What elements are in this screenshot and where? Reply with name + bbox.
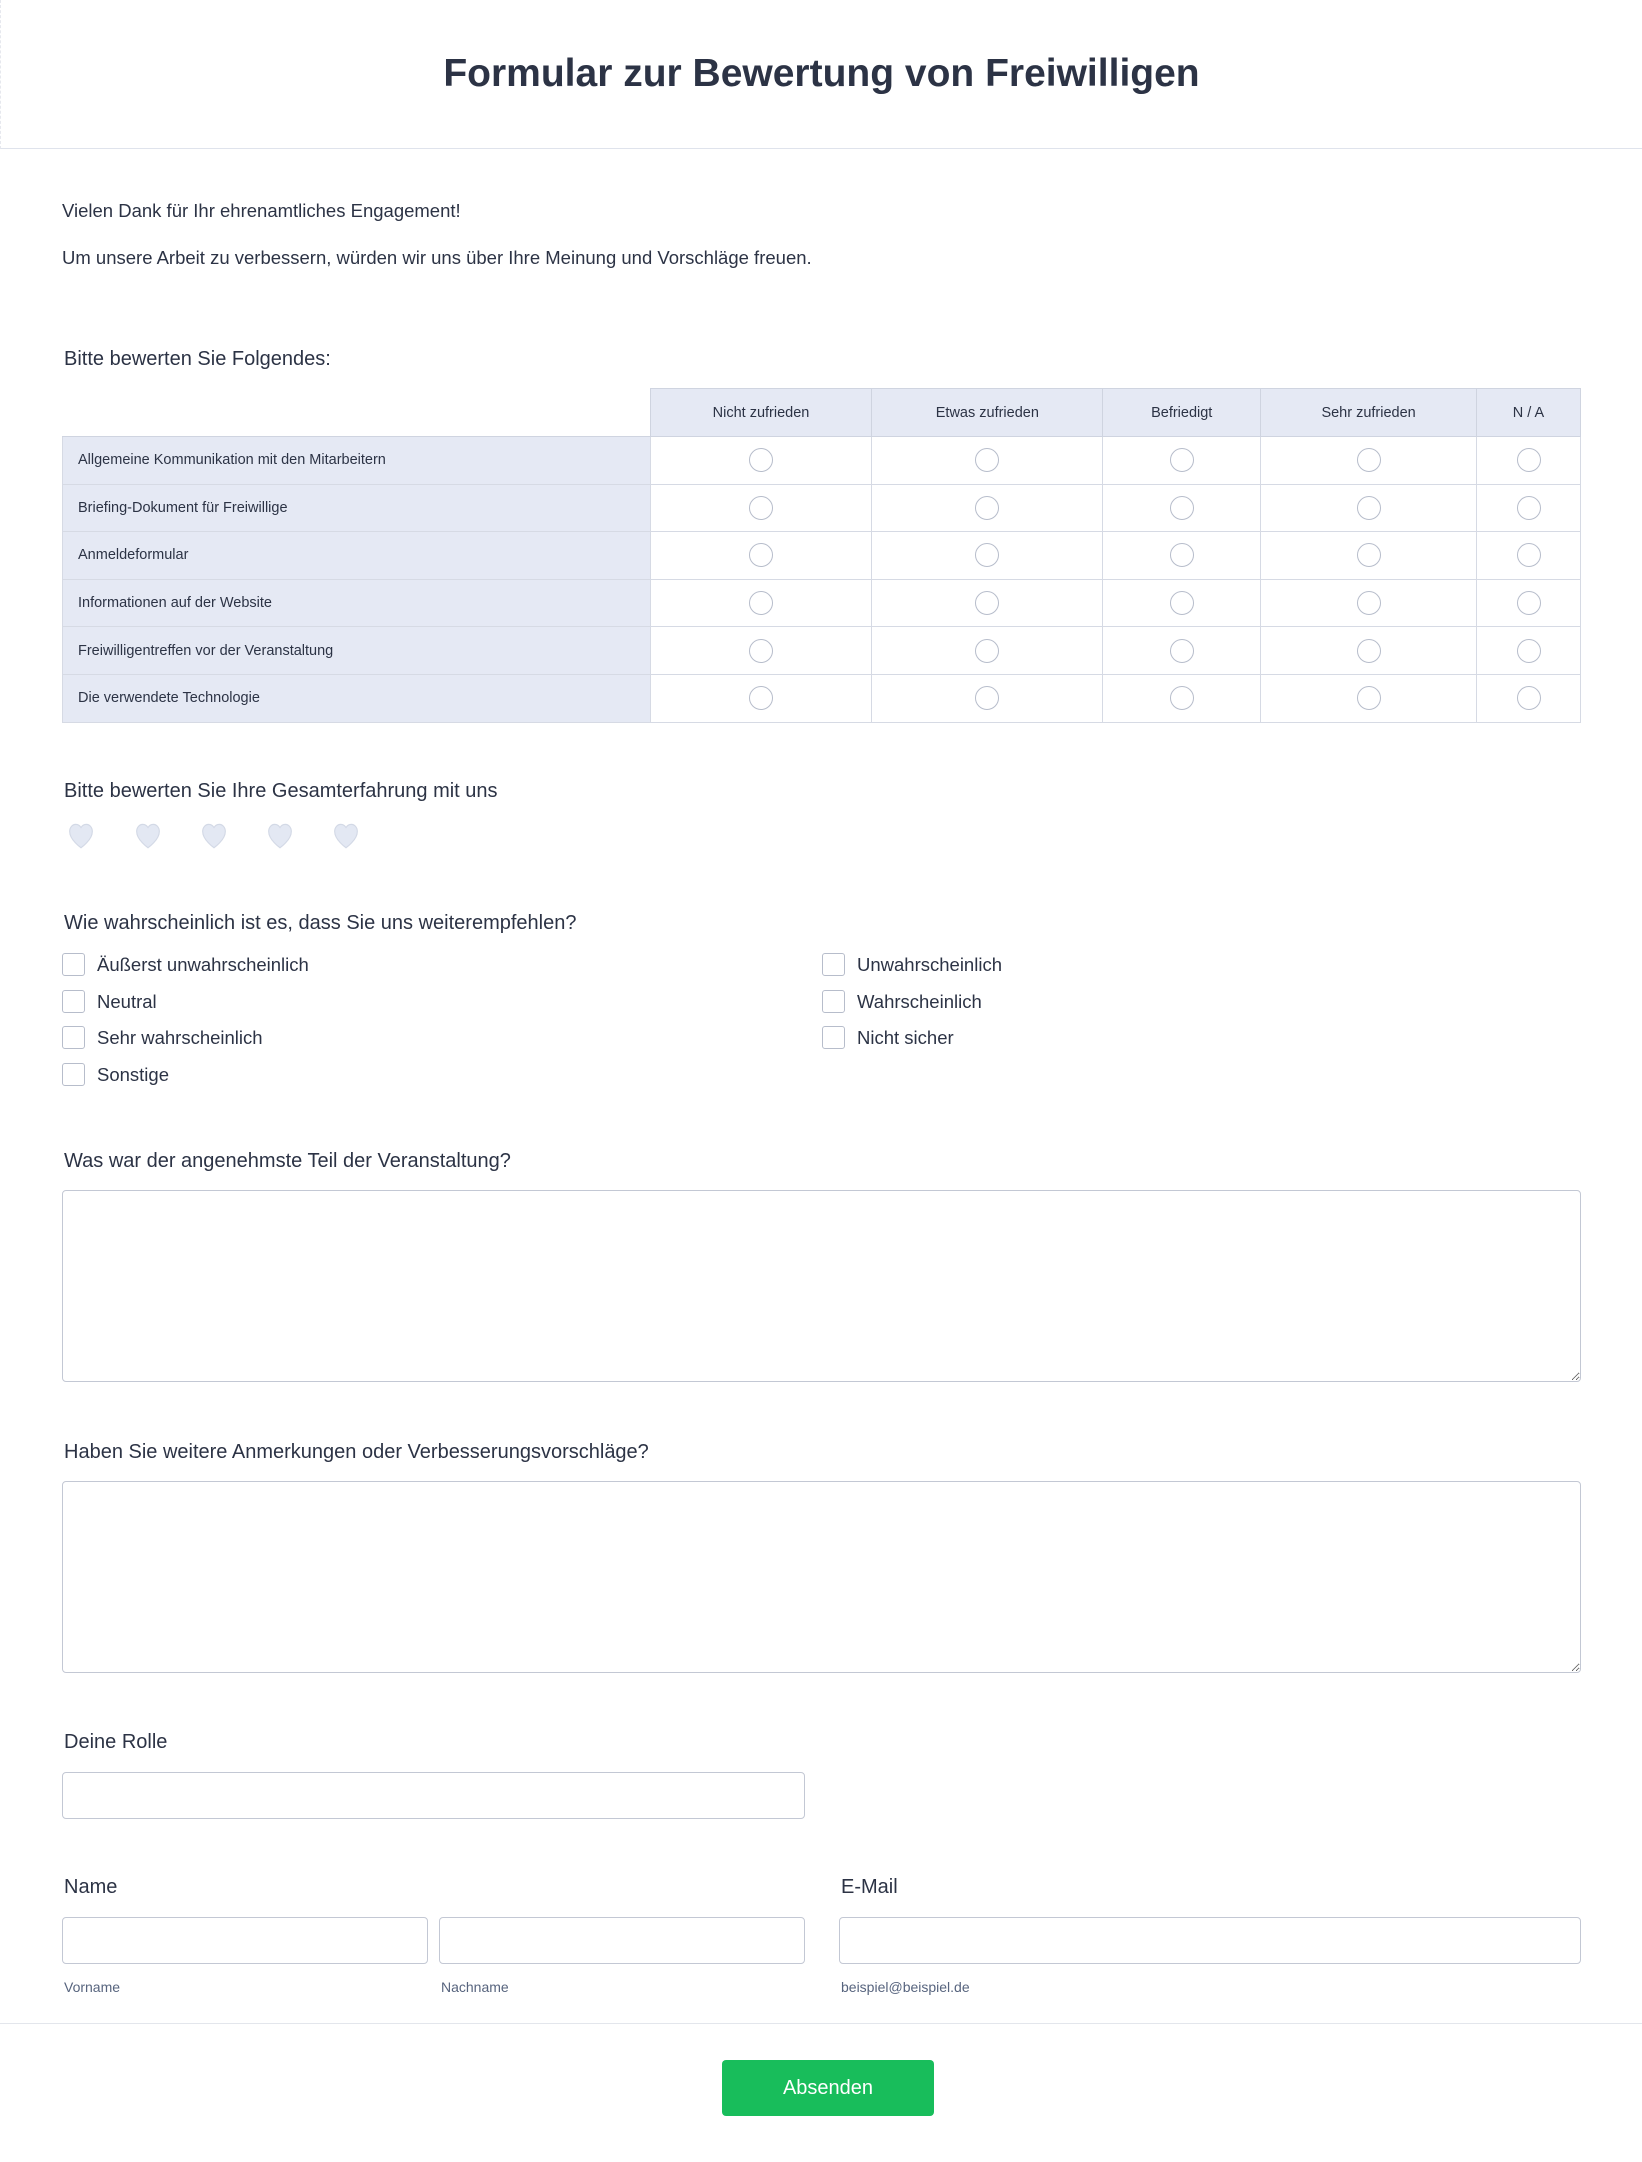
matrix-cell	[1477, 674, 1581, 722]
matrix-row	[63, 437, 1581, 485]
checkbox-label: Nicht sicher	[857, 1026, 954, 1048]
radio-button[interactable]	[975, 496, 999, 520]
matrix-row	[63, 532, 1581, 580]
radio-button[interactable]	[975, 448, 999, 472]
checkbox-label: Wahrscheinlich	[857, 990, 982, 1012]
radio-button[interactable]	[1170, 639, 1194, 663]
heart-icon[interactable]	[64, 818, 98, 852]
radio-button[interactable]	[1170, 448, 1194, 472]
matrix-cell	[1103, 484, 1261, 532]
first-name-input[interactable]	[62, 1917, 428, 1964]
matrix-row	[63, 484, 1581, 532]
matrix-cell	[1261, 437, 1477, 485]
radio-button[interactable]	[1357, 591, 1381, 615]
matrix-cell	[650, 532, 872, 580]
best-part-textarea[interactable]	[62, 1190, 1581, 1382]
matrix-cell	[1261, 579, 1477, 627]
checkbox[interactable]	[62, 990, 85, 1013]
checkbox[interactable]	[62, 1026, 85, 1049]
email-sublabel: beispiel@beispiel.de	[841, 1979, 970, 1995]
matrix-row	[63, 674, 1581, 722]
radio-button[interactable]	[1517, 686, 1541, 710]
matrix-cell	[650, 484, 872, 532]
matrix-cell	[1103, 674, 1261, 722]
matrix-row-label: Briefing-Dokument für Freiwillige	[63, 484, 651, 532]
comments-label: Haben Sie weitere Anmerkungen oder Verbesserungsvorschläge?	[64, 1441, 649, 1463]
matrix-row-label: Informationen auf der Website	[63, 579, 651, 627]
matrix-cell	[1103, 627, 1261, 675]
matrix-cell	[1261, 627, 1477, 675]
matrix-cell	[872, 484, 1103, 532]
comments-textarea[interactable]	[62, 1481, 1581, 1673]
heart-icon[interactable]	[329, 818, 363, 852]
matrix-cell	[1261, 532, 1477, 580]
radio-button[interactable]	[1517, 496, 1541, 520]
intro-thanks: Vielen Dank für Ihr ehrenamtliches Engagement!	[62, 200, 461, 221]
checkbox[interactable]	[822, 1026, 845, 1049]
radio-button[interactable]	[1170, 496, 1194, 520]
matrix-cell	[1477, 627, 1581, 675]
matrix-row-label: Die verwendete Technologie	[63, 674, 651, 722]
matrix-cell	[1103, 532, 1261, 580]
matrix-cell	[1477, 484, 1581, 532]
radio-button[interactable]	[975, 639, 999, 663]
rating-matrix	[62, 388, 1581, 723]
radio-button[interactable]	[749, 686, 773, 710]
checkbox-label: Äußerst unwahrscheinlich	[97, 953, 309, 975]
matrix-cell	[650, 579, 872, 627]
matrix-cell	[872, 579, 1103, 627]
checkbox-option[interactable]	[822, 1026, 954, 1049]
checkbox-label: Neutral	[97, 990, 157, 1012]
heart-icon[interactable]	[263, 818, 297, 852]
radio-button[interactable]	[749, 448, 773, 472]
recommend-label: Wie wahrscheinlich ist es, dass Sie uns weiterempfehlen?	[64, 912, 577, 934]
radio-button[interactable]	[1357, 639, 1381, 663]
checkbox-option[interactable]	[822, 953, 1002, 976]
last-name-sublabel: Nachname	[441, 1979, 509, 1995]
radio-button[interactable]	[749, 591, 773, 615]
email-input[interactable]	[839, 1917, 1581, 1964]
matrix-cell	[650, 437, 872, 485]
radio-button[interactable]	[1357, 448, 1381, 472]
matrix-cell	[872, 437, 1103, 485]
radio-button[interactable]	[1517, 639, 1541, 663]
matrix-column-header: Befriedigt	[1103, 389, 1261, 437]
radio-button[interactable]	[1170, 543, 1194, 567]
radio-button[interactable]	[749, 639, 773, 663]
intro-text: Um unsere Arbeit zu verbessern, würden wir uns über Ihre Meinung und Vorschläge freuen.	[62, 247, 812, 268]
checkbox-label: Unwahrscheinlich	[857, 953, 1002, 975]
matrix-column-header: N / A	[1477, 389, 1581, 437]
checkbox-option[interactable]	[62, 1026, 263, 1049]
submit-button[interactable]: Absenden	[722, 2060, 934, 2116]
rating-label: Bitte bewerten Sie Ihre Gesamterfahrung mit uns	[64, 780, 498, 802]
matrix-column-header: Etwas zufrieden	[872, 389, 1103, 437]
role-input[interactable]	[62, 1772, 805, 1819]
matrix-row-label: Anmeldeformular	[63, 532, 651, 580]
role-label: Deine Rolle	[64, 1731, 168, 1753]
radio-button[interactable]	[975, 686, 999, 710]
matrix-row	[63, 627, 1581, 675]
radio-button[interactable]	[1170, 591, 1194, 615]
matrix-column-header: Nicht zufrieden	[650, 389, 872, 437]
heart-icon[interactable]	[197, 818, 231, 852]
matrix-cell	[872, 532, 1103, 580]
checkbox[interactable]	[822, 990, 845, 1013]
matrix-cell	[650, 674, 872, 722]
first-name-sublabel: Vorname	[64, 1979, 121, 1995]
matrix-row-label: Freiwilligentreffen vor der Veranstaltung	[63, 627, 651, 675]
matrix-row-label: Allgemeine Kommunikation mit den Mitarbeitern	[63, 437, 651, 485]
matrix-cell	[872, 627, 1103, 675]
checkbox[interactable]	[62, 1063, 85, 1086]
checkbox-option[interactable]	[62, 990, 157, 1013]
matrix-cell	[1477, 532, 1581, 580]
radio-button[interactable]	[749, 496, 773, 520]
matrix-corner	[63, 389, 651, 437]
checkbox-option[interactable]	[822, 990, 982, 1013]
last-name-input[interactable]	[439, 1917, 805, 1964]
matrix-cell	[872, 674, 1103, 722]
matrix-row	[63, 579, 1581, 627]
heart-icon[interactable]	[131, 818, 165, 852]
page-title: Formular zur Bewertung von Freiwilligen	[443, 52, 1200, 95]
checkbox[interactable]	[822, 953, 845, 976]
radio-button[interactable]	[1517, 591, 1541, 615]
matrix-cell	[1261, 674, 1477, 722]
matrix-cell	[1261, 484, 1477, 532]
checkbox-option[interactable]	[62, 953, 309, 976]
matrix-column-header: Sehr zufrieden	[1261, 389, 1477, 437]
matrix-cell	[1477, 579, 1581, 627]
radio-button[interactable]	[749, 543, 773, 567]
radio-button[interactable]	[975, 591, 999, 615]
checkbox-option[interactable]	[62, 1063, 169, 1086]
checkbox-label: Sehr wahrscheinlich	[97, 1026, 263, 1048]
checkbox-label: Sonstige	[97, 1063, 169, 1085]
checkbox[interactable]	[62, 953, 85, 976]
email-label: E-Mail	[841, 1876, 898, 1898]
radio-button[interactable]	[1517, 448, 1541, 472]
radio-button[interactable]	[1357, 543, 1381, 567]
radio-button[interactable]	[1170, 686, 1194, 710]
matrix-cell	[1477, 437, 1581, 485]
radio-button[interactable]	[1357, 496, 1381, 520]
matrix-label: Bitte bewerten Sie Folgendes:	[64, 348, 331, 370]
radio-button[interactable]	[975, 543, 999, 567]
best-part-label: Was war der angenehmste Teil der Veranstaltung?	[64, 1150, 511, 1172]
matrix-cell	[1103, 437, 1261, 485]
name-label: Name	[64, 1876, 118, 1898]
matrix-cell	[1103, 579, 1261, 627]
matrix-cell	[650, 627, 872, 675]
radio-button[interactable]	[1357, 686, 1381, 710]
form-header	[0, 0, 1642, 149]
radio-button[interactable]	[1517, 543, 1541, 567]
